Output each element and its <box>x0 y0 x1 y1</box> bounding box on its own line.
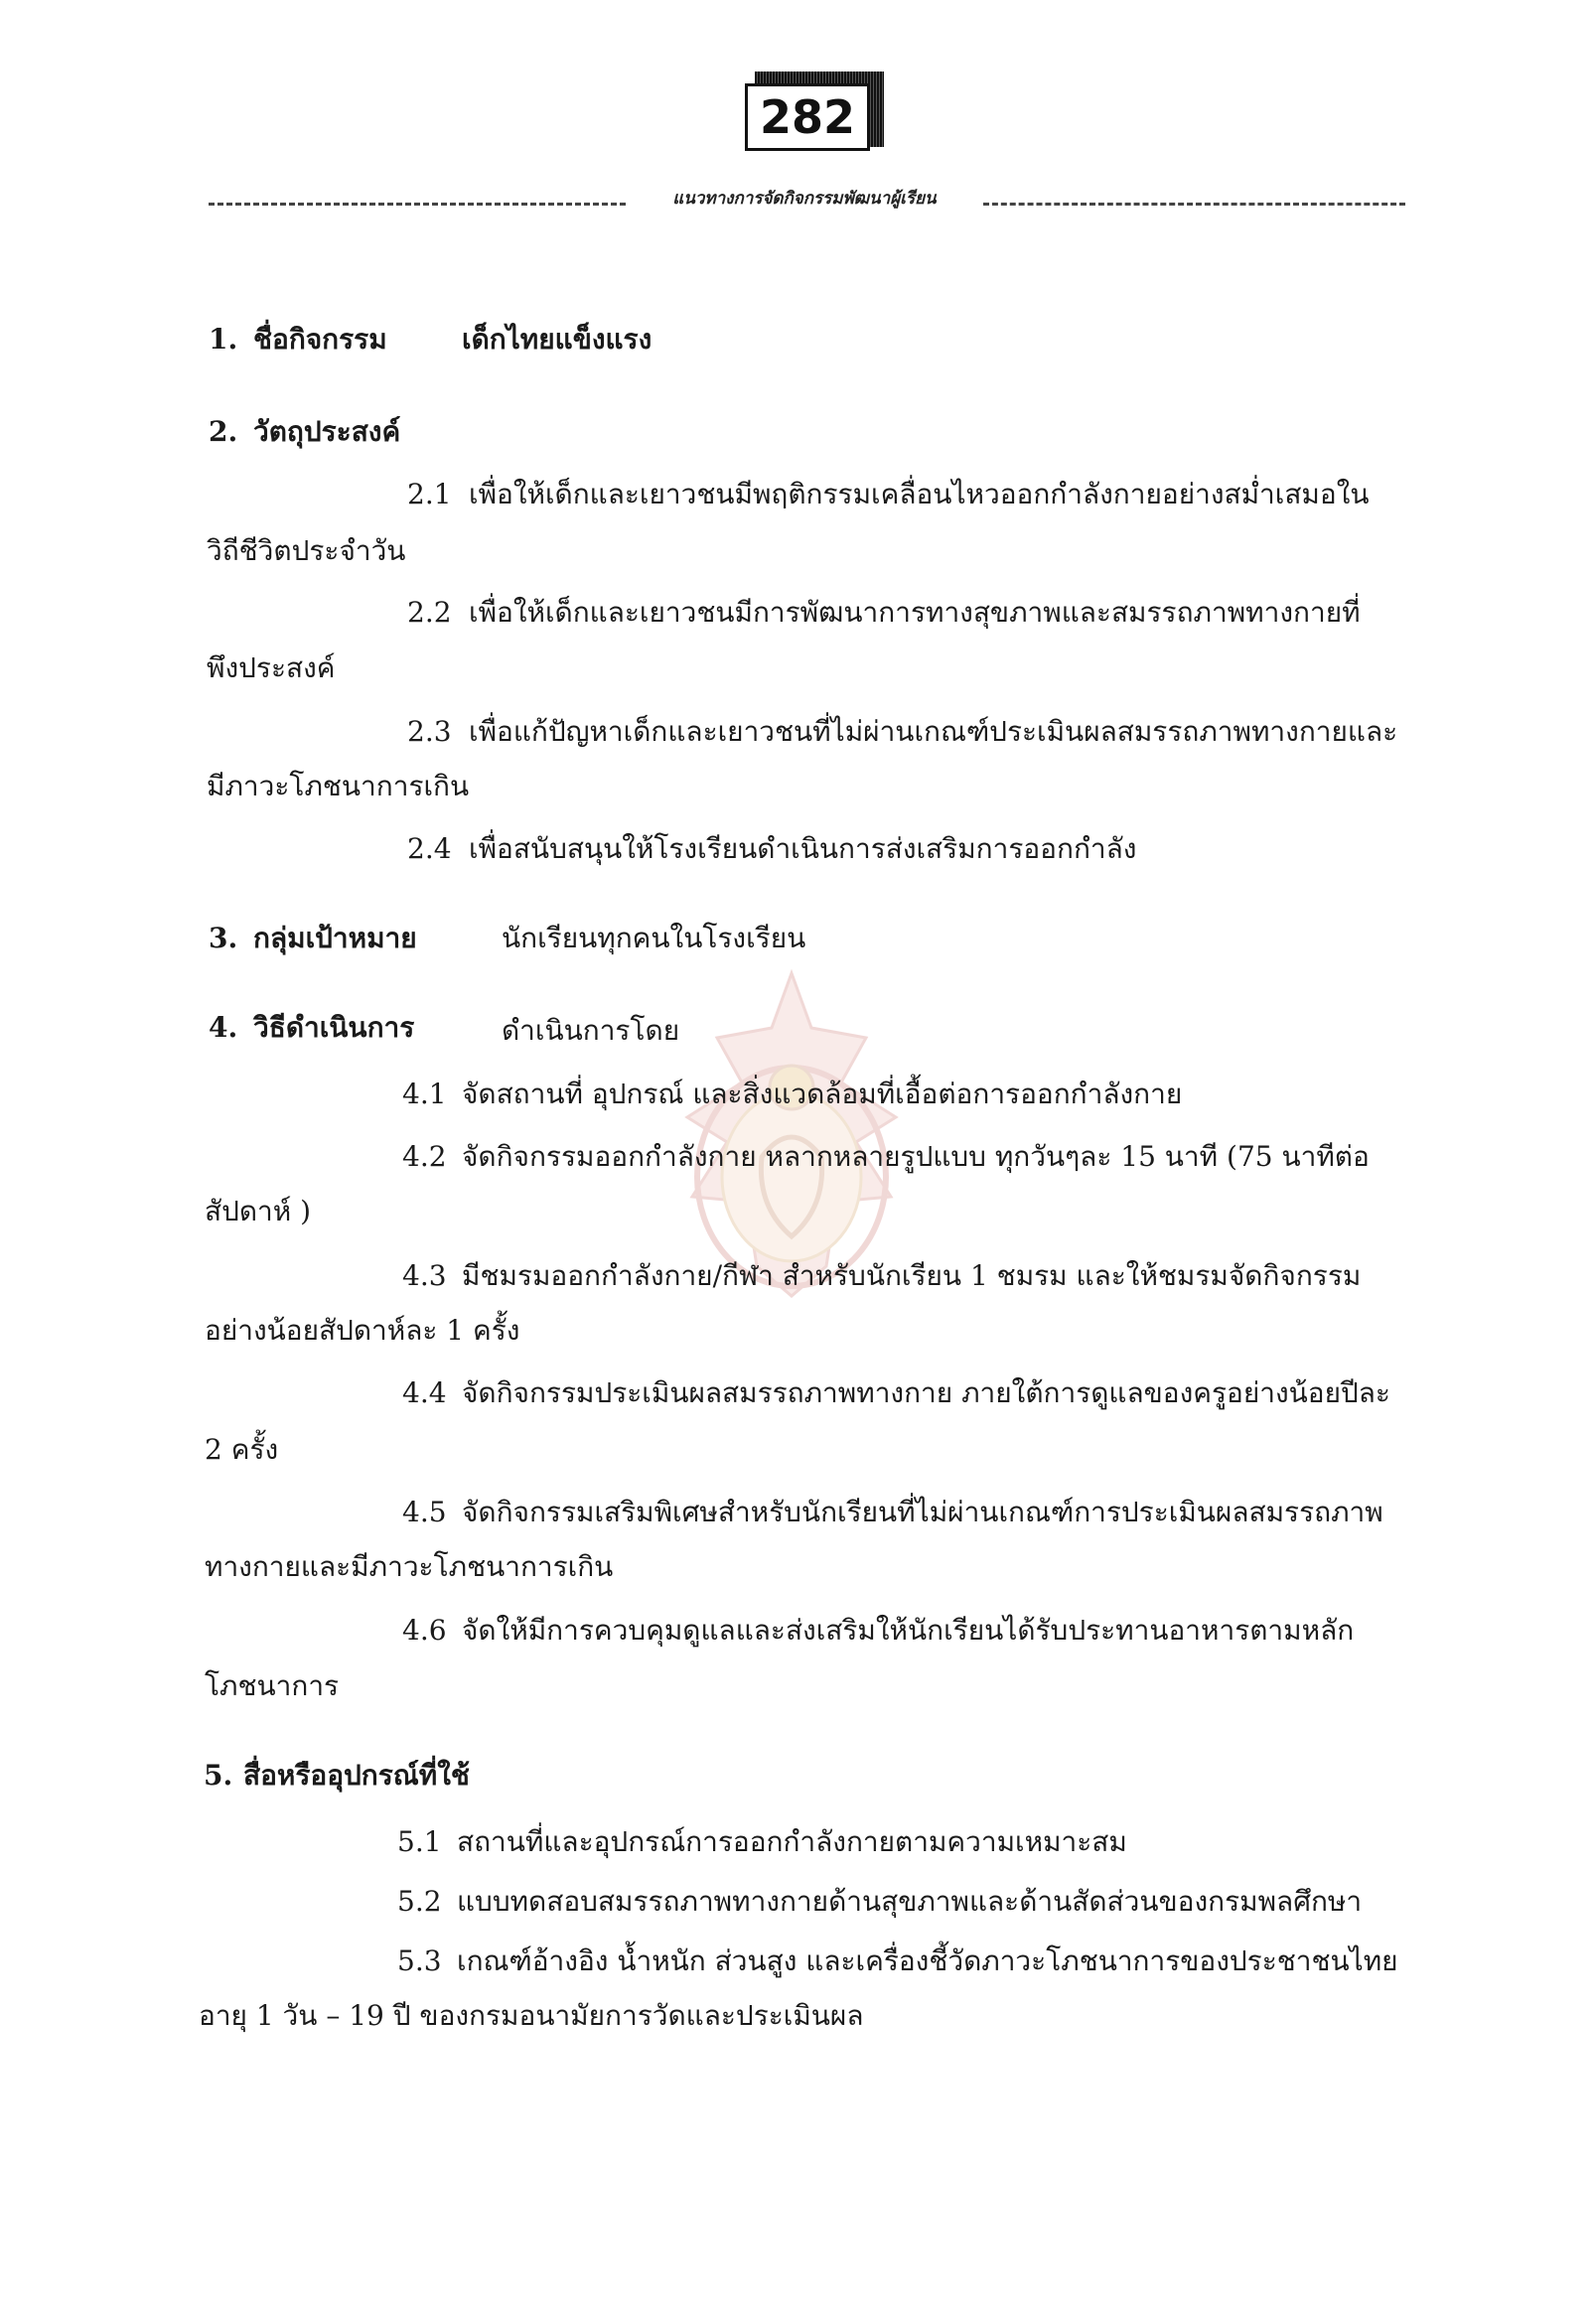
item-number: 5.2 <box>397 1885 442 1918</box>
item-number: 4.6 <box>402 1614 447 1647</box>
section-1-value: เด็กไทยแข็งแรง <box>462 323 653 356</box>
section-1-label: ชื่อกิจกรรม <box>253 323 387 356</box>
item-text: สถานที่และอุปกรณ์การออกกำลังกายตามความเหมาะสม <box>457 1825 1127 1858</box>
section-2-number: 2. <box>209 415 238 448</box>
item-continuation: ทางกายและมีภาวะโภชนาการเกิน <box>205 1550 614 1583</box>
item-text: เพื่อแก้ปัญหาเด็กและเยาวชนที่ไม่ผ่านเกณฑ์ประเมินผลสมรรถภาพทางกายและ <box>469 715 1398 748</box>
item-text: เพื่อสนับสนุนให้โรงเรียนดำเนินการส่งเสริมการออกกำลัง <box>469 832 1137 865</box>
item-text: จัดกิจกรรมออกกำลังกาย หลากหลายรูปแบบ ทุกวันๆละ 15 นาที (75 นาทีต่อ <box>462 1140 1370 1173</box>
item-continuation: อย่างน้อยสัปดาห์ละ 1 ครั้ง <box>205 1314 520 1347</box>
section-2-label: วัตถุประสงค์ <box>253 415 401 448</box>
item-number: 4.4 <box>402 1376 447 1409</box>
item-continuation: 2 ครั้ง <box>205 1433 279 1466</box>
item-number: 5.1 <box>397 1825 442 1858</box>
item-number: 5.3 <box>397 1944 442 1977</box>
item-number: 2.4 <box>407 832 452 865</box>
section-3-value: นักเรียนทุกคนในโรงเรียน <box>502 922 806 954</box>
item-continuation: โภชนาการ <box>205 1669 340 1702</box>
item-number: 4.5 <box>402 1496 447 1528</box>
item-text: เกณฑ์อ้างอิง น้ำหนัก ส่วนสูง และเครื่องชี้วัดภาวะโภชนาการของประชาชนไทย <box>457 1944 1398 1977</box>
page-number-box <box>745 72 874 151</box>
item-number: 4.1 <box>402 1078 447 1110</box>
page-number: 282 <box>745 83 870 151</box>
item-number: 2.1 <box>407 478 452 510</box>
section-5-label: สื่อหรืออุปกรณ์ที่ใช้ <box>243 1759 470 1792</box>
header-rule-right <box>983 191 1405 206</box>
item-text: เพื่อให้เด็กและเยาวชนมีพฤติกรรมเคลื่อนไหวออกกำลังกายอย่างสม่ำเสมอใน <box>469 478 1370 510</box>
item-text: มีชมรมออกกำลังกาย/กีฬา สำหรับนักเรียน 1 ชมรม และให้ชมรมจัดกิจกรรม <box>462 1259 1362 1292</box>
section-4-number: 4. <box>209 1011 238 1044</box>
section-1-number: 1. <box>209 323 238 356</box>
item-text: แบบทดสอบสมรรถภาพทางกายด้านสุขภาพและด้านสัดส่วนของกรมพลศึกษา <box>457 1885 1363 1918</box>
section-4-label: วิธีดำเนินการ <box>253 1011 415 1044</box>
item-continuation: มีภาวะโภชนาการเกิน <box>207 770 470 802</box>
running-title: แนวทางการจัดกิจกรรมพัฒนาผู้เรียน <box>672 189 937 209</box>
item-continuation: พึงประสงค์ <box>207 651 336 684</box>
section-4-value: ดำเนินการโดย <box>502 1014 680 1047</box>
item-continuation: สัปดาห์ ) <box>205 1195 312 1227</box>
item-number: 2.2 <box>407 596 452 629</box>
item-number: 4.2 <box>402 1140 447 1173</box>
section-3-number: 3. <box>209 922 238 954</box>
item-number: 4.3 <box>402 1259 447 1292</box>
item-text: จัดให้มีการควบคุมดูแลและส่งเสริมให้นักเรียนได้รับประทานอาหารตามหลัก <box>462 1614 1355 1647</box>
item-text: เพื่อให้เด็กและเยาวชนมีการพัฒนาการทางสุขภาพและสมรรถภาพทางกายที่ <box>469 596 1361 629</box>
item-text: จัดสถานที่ อุปกรณ์ และสิ่งแวดล้อมที่เอื้อต่อการออกกำลังกาย <box>462 1078 1183 1110</box>
header-rule-left <box>209 191 626 206</box>
section-3-label: กลุ่มเป้าหมาย <box>253 922 417 954</box>
item-text: จัดกิจกรรมเสริมพิเศษสำหรับนักเรียนที่ไม่ผ่านเกณฑ์การประเมินผลสมรรถภาพ <box>462 1496 1383 1528</box>
item-text: จัดกิจกรรมประเมินผลสมรรถภาพทางกาย ภายใต้การดูแลของครูอย่างน้อยปีละ <box>462 1376 1390 1409</box>
item-continuation: วิถีชีวิตประจำวัน <box>207 534 406 567</box>
section-5-number: 5. <box>204 1759 233 1792</box>
item-continuation: อายุ 1 วัน – 19 ปี ของกรมอนามัยการวัดและประเมินผล <box>199 1999 864 2032</box>
item-number: 2.3 <box>407 715 452 748</box>
